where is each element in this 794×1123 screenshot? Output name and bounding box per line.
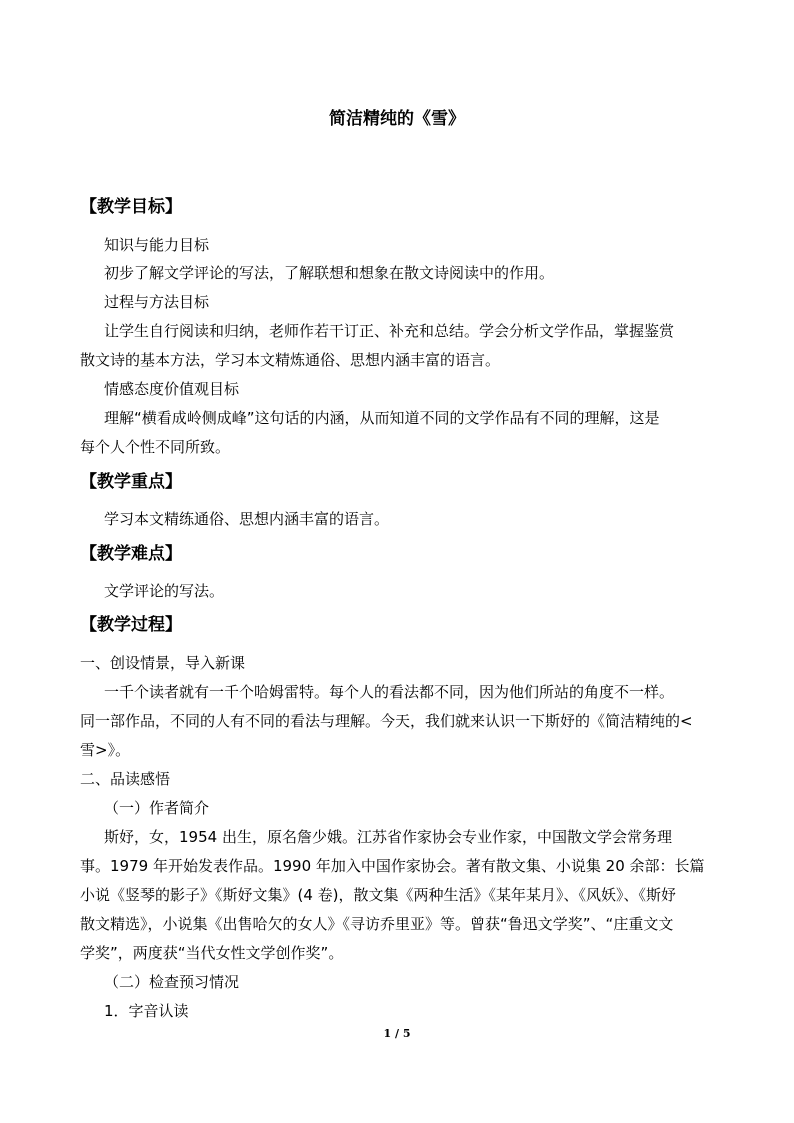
goal-paragraph-emotion-line2: 每个人个性不同所致。 (80, 438, 231, 456)
author-intro-line1: 斯妤，女，1954 出生，原名詹少娥。江苏省作家协会专业作家，中国散文学会常务理 (104, 828, 672, 846)
process-step1-line2: 同一部作品，不同的人有不同的看法与理解。今天，我们就来认识一下斯妤的《简洁精纯的< (80, 712, 693, 730)
section-heading-goals: 【教学目标】 (80, 197, 182, 217)
goal-paragraph-emotion-line1: 理解“横看成岭侧成峰”这句话的内涵，从而知道不同的文学作品有不同的理解，这是 (104, 409, 660, 427)
process-step1-line1: 一千个读者就有一千个哈姆雷特。每个人的看法都不同，因为他们所站的角度不一样。 (104, 683, 675, 701)
document-title: 简洁精纯的《雪》 (329, 109, 465, 129)
goal-subheading-emotion: 情感态度价值观目标 (104, 380, 240, 398)
goal-paragraph-process-line2: 散文诗的基本方法，学习本文精炼通俗、思想内涵丰富的语言。 (80, 351, 501, 369)
process-step1-line3: 雪>》。 (80, 741, 131, 759)
process-step2-heading: 二、品读感悟 (80, 770, 171, 788)
page-number: 1 / 5 (383, 1027, 411, 1040)
key-points-paragraph: 学习本文精练通俗、思想内涵丰富的语言。 (104, 510, 390, 528)
preview-check-item1: 1．字音认读 (104, 1002, 189, 1020)
goal-subheading-process: 过程与方法目标 (104, 293, 210, 311)
author-intro-line2: 事。1979 年开始发表作品。1990 年加入中国作家协会。著有散文集、小说集 20 余部：长篇 (80, 857, 705, 875)
process-step1-heading: 一、创设情景，导入新课 (80, 654, 246, 672)
section-heading-difficulty: 【教学难点】 (80, 544, 182, 564)
goal-paragraph-process-line1: 让学生自行阅读和归纳，老师作若干订正、补充和总结。学会分析文学作品，掌握鉴赏 (104, 322, 675, 340)
goal-subheading-knowledge: 知识与能力目标 (104, 236, 210, 254)
author-intro-heading: （一）作者简介 (104, 799, 210, 817)
goal-paragraph-knowledge: 初步了解文学评论的写法，了解联想和想象在散文诗阅读中的作用。 (104, 264, 555, 282)
section-heading-key-points: 【教学重点】 (80, 472, 182, 492)
author-intro-line4: 散文精选》，小说集《出售哈欠的女人》《寻访乔里亚》等。曾获“鲁迅文学奖”、“庄重文文 (80, 915, 674, 933)
author-intro-line5: 学奖”，两度获“当代女性文学创作奖”。 (80, 944, 344, 962)
author-intro-line3: 小说《竖琴的影子》《斯妤文集》(4 卷)，散文集《两种生活》《某年某月》、《风妖》、《斯妤 (80, 886, 677, 904)
preview-check-heading: （二）检查预习情况 (104, 973, 240, 991)
section-heading-process: 【教学过程】 (80, 615, 182, 635)
difficulty-paragraph: 文学评论的写法。 (104, 582, 225, 600)
